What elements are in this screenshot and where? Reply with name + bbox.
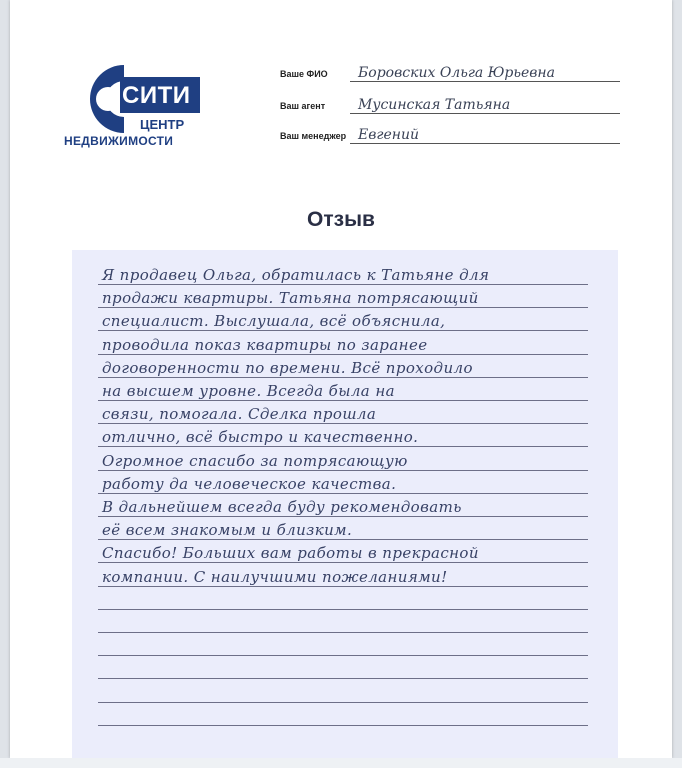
ruled-line: [98, 493, 588, 494]
ruled-line: [98, 655, 588, 656]
ruled-line: [98, 586, 588, 587]
ruled-line: [98, 632, 588, 633]
ruled-line: [98, 284, 588, 285]
ruled-line: [98, 678, 588, 679]
field-underline: [350, 143, 620, 144]
review-text-line: на высшем уровне. Всегда была на: [102, 382, 395, 400]
review-text-line: В дальнейшем всегда буду рекомендовать: [102, 498, 462, 516]
review-text-line: договоренности по времени. Всё проходило: [102, 358, 473, 377]
review-text-line: связи, помогала. Сделка прошла: [102, 405, 377, 424]
review-text-line: продажи квартиры. Татьяна потрясающий: [102, 289, 479, 308]
ruled-line: [98, 423, 588, 424]
field-label: Ваше ФИО: [280, 69, 328, 79]
review-text-line: специалист. Выслушала, всё объяснила,: [102, 312, 446, 331]
ruled-line: [98, 539, 588, 540]
review-text-line: работу да человеческое качества.: [102, 474, 397, 493]
ruled-line: [98, 446, 588, 447]
review-box: [72, 250, 618, 758]
field-full-name: [280, 62, 620, 82]
ruled-line: [98, 470, 588, 471]
review-text-line: Спасибо! Больших вам работы в прекрасной: [102, 544, 479, 563]
ruled-line: [98, 377, 588, 378]
field-agent: [280, 94, 620, 114]
field-label: Ваш менеджер: [280, 131, 347, 141]
field-handwritten-value: Боровских Ольга Юрьевна: [358, 65, 555, 81]
logo-subword: ЦЕНТР: [140, 117, 185, 132]
review-text-line: компании. С наилучшими пожеланиями!: [102, 567, 448, 586]
ruled-line: [98, 516, 588, 517]
field-underline: [350, 113, 620, 114]
ruled-line: [98, 562, 588, 563]
review-text-line: Огромное спасибо за потрясающую: [102, 451, 408, 470]
field-underline: [350, 81, 620, 82]
field-handwritten-value: Мусинская Татьяна: [358, 97, 511, 113]
review-text-line: проводила показ квартиры по заранее: [102, 335, 428, 354]
ruled-line: [98, 702, 588, 703]
review-text-line: её всем знакомым и близким.: [102, 521, 353, 540]
field-label: Ваш агент: [280, 101, 326, 111]
ruled-line: [98, 400, 588, 401]
review-text-line: Я продавец Ольга, обратилась к Татьяне для: [102, 266, 490, 284]
logo-tagline: НЕДВИЖИМОСТИ: [64, 134, 174, 148]
ruled-line: [98, 330, 588, 331]
logo-word: СИТИ: [122, 82, 191, 109]
ruled-line: [98, 354, 588, 355]
ruled-line: [98, 307, 588, 308]
page-title: Отзыв: [307, 208, 375, 231]
ruled-line: [98, 725, 588, 726]
viewer-bottom-strip: [0, 758, 682, 768]
ruled-line: [98, 609, 588, 610]
review-text-line: отлично, всё быстро и качественно.: [102, 428, 419, 447]
field-handwritten-value: Евгений: [358, 127, 419, 143]
field-manager: [280, 124, 620, 144]
